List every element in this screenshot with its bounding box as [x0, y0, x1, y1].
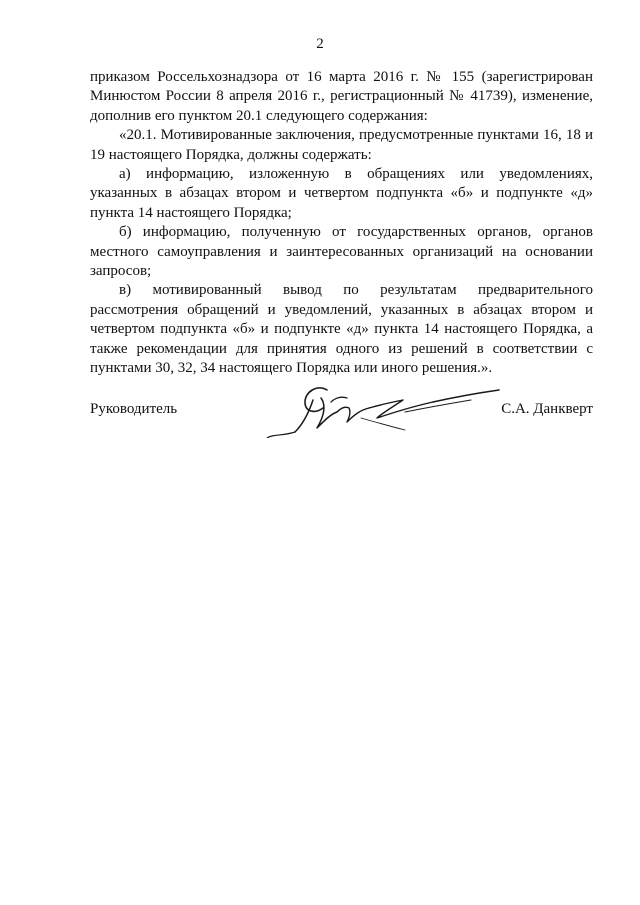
signature-block	[90, 398, 593, 438]
page-number: 2	[316, 36, 324, 52]
document-body	[90, 68, 593, 379]
paragraph-intro: приказом Россельхознадзора от 16 марта 2016 г. № 155 (зарегистрирован Минюстом России 8 апреля 2016 г., регистрационный № 41739), изменение, дополнив его пунктом 20.1 следующего содержания:	[90, 69, 593, 124]
handwritten-signature	[265, 378, 515, 438]
signatory-title: Руководитель	[90, 401, 178, 417]
paragraph-clause-20-1: «20.1. Мотивированные заключения, предусмотренные пунктами 16, 18 и 19 настоящего Порядка, должны содержать:	[90, 127, 593, 163]
paragraph-item-v: в) мотивированный вывод по результатам предварительного рассмотрения обращений и уведомлений, указанных в абзацах втором и четвертом подпункта «б» и подпункте «д» пункта 14 настоящего Порядка, а также рекомендации для принятия одного из решений в соответствии с пунктами 30, 32, 34 настоящего Порядка или иного решения.».	[90, 282, 593, 377]
paragraph-item-b: б) информацию, полученную от государственных органов, органов местного самоуправления и заинтересованных организаций на основании запросов;	[90, 224, 593, 280]
signatory-name: С.А. Данкверт	[501, 401, 593, 417]
paragraph-item-a: а) информацию, изложенную в обращениях или уведомлениях, указанных в абзацах втором и четвертом подпункта «б» и подпункте «д» пункта 14 настоящего Порядка;	[90, 166, 593, 221]
